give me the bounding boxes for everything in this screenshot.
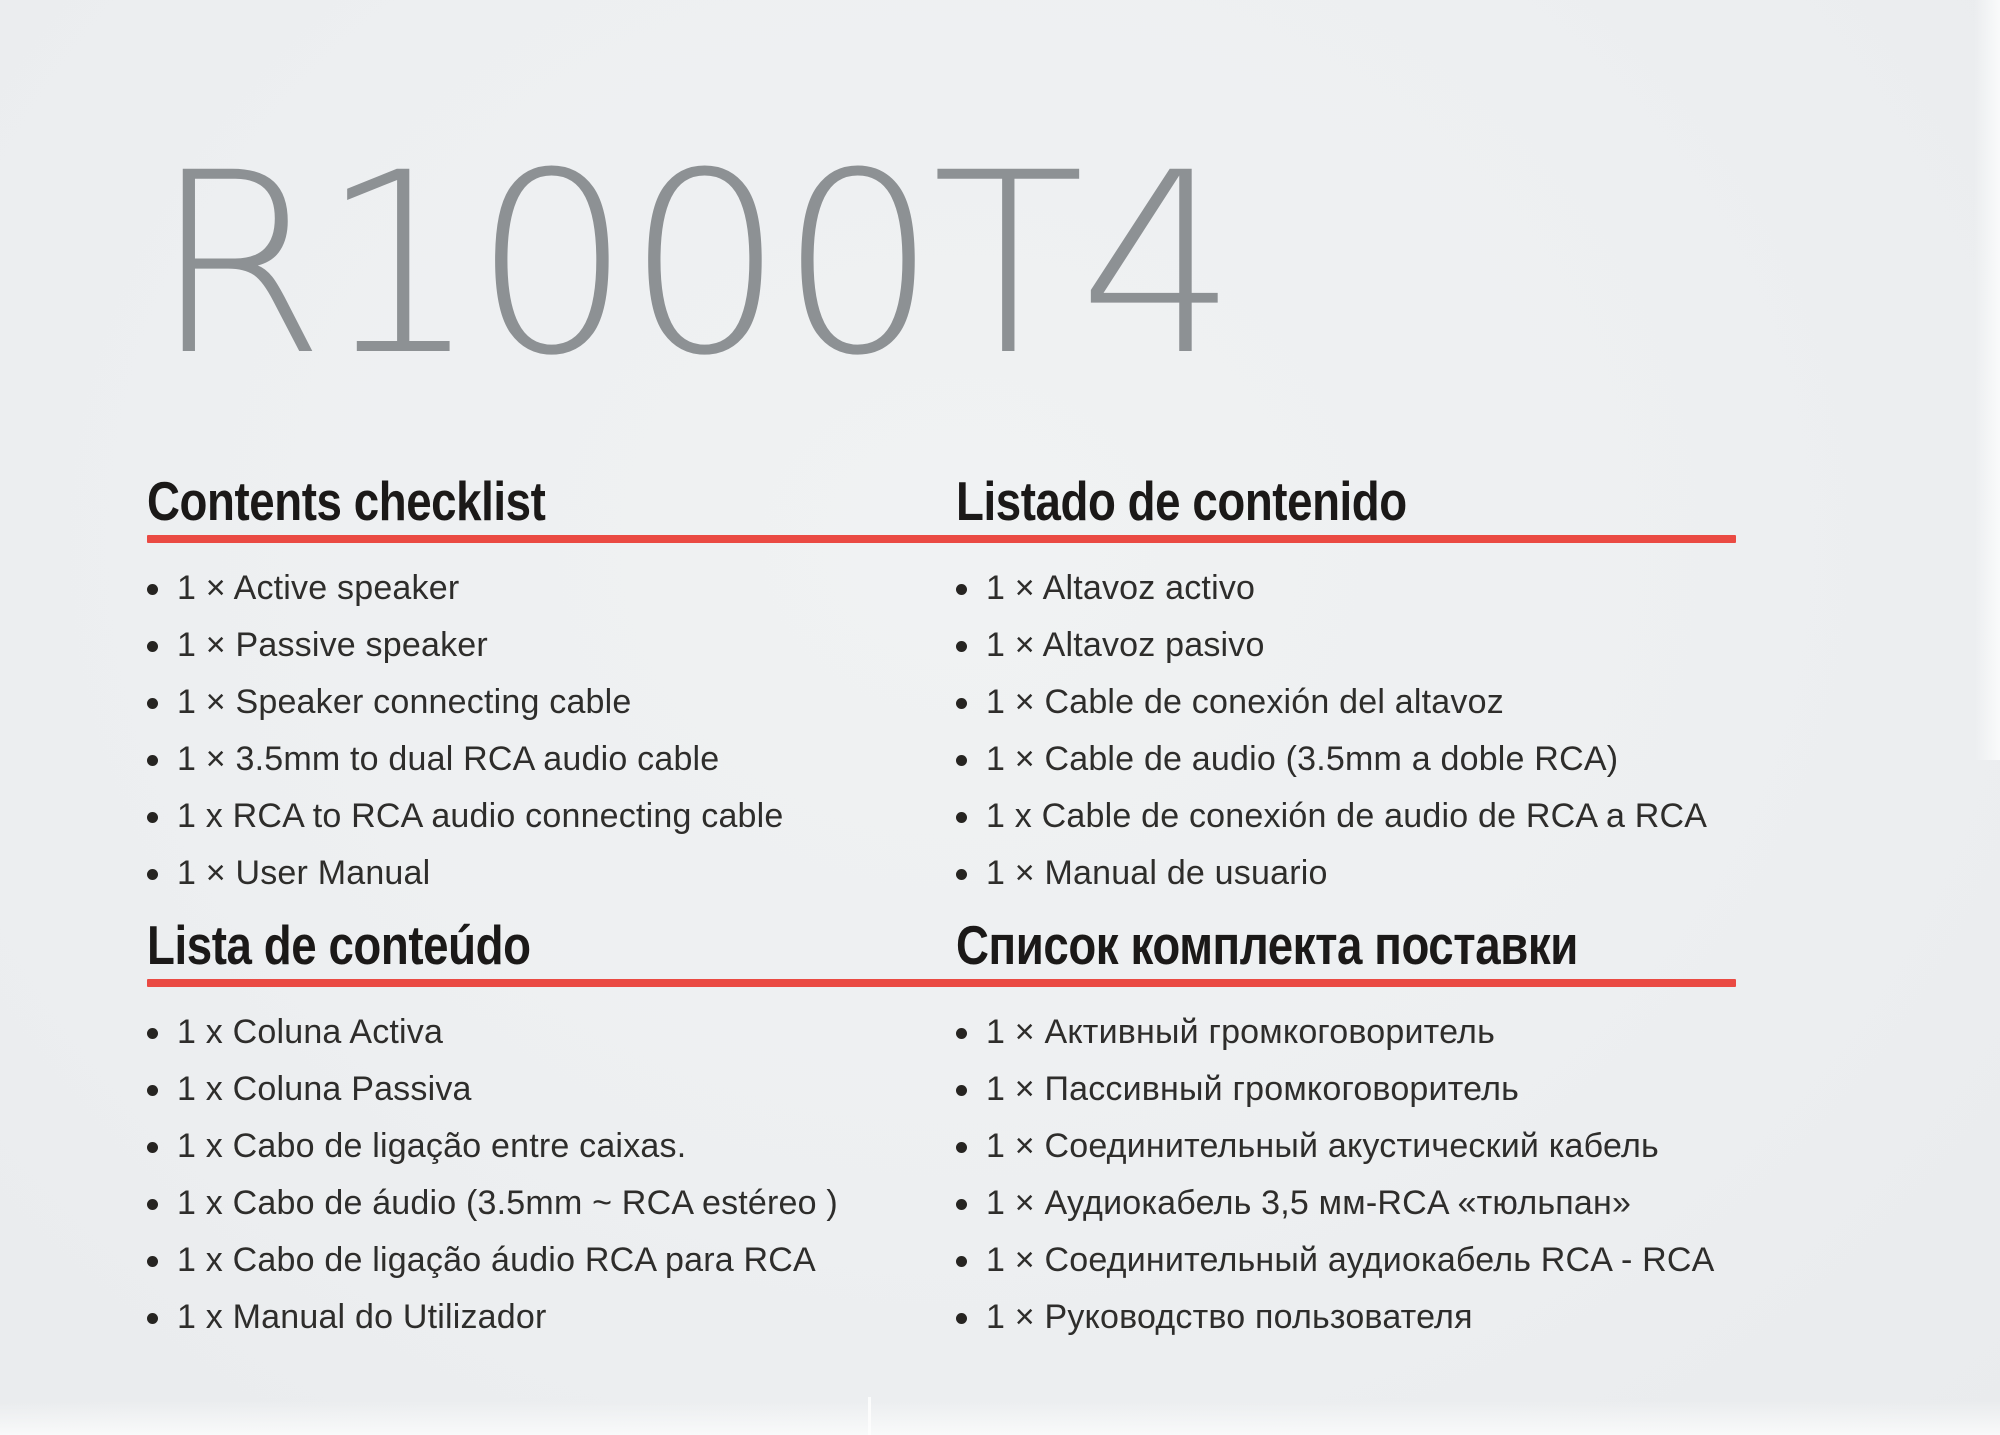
list-item bbox=[956, 674, 1744, 731]
contents-list bbox=[147, 560, 965, 902]
bullet-dot-icon bbox=[956, 1256, 967, 1267]
bullet-dot-icon bbox=[956, 755, 967, 766]
photo-edge-highlight-right bbox=[1974, 0, 2000, 760]
heading-rule bbox=[147, 535, 965, 543]
item-text: 1 × User Manual bbox=[177, 854, 431, 892]
item-text: 1 × Соединительный аудиокабель RCA - RCA bbox=[986, 1241, 1715, 1279]
item-text: 1 × Speaker connecting cable bbox=[177, 683, 632, 721]
bullet-dot-icon bbox=[147, 698, 158, 709]
contents-list bbox=[956, 1004, 1744, 1346]
bullet-dot-icon bbox=[147, 1313, 158, 1324]
list-item bbox=[147, 1289, 965, 1346]
item-text: 1 × Altavoz pasivo bbox=[986, 626, 1265, 664]
section-contents-checklist-pt bbox=[147, 914, 965, 1346]
list-item bbox=[147, 1175, 965, 1232]
bullet-dot-icon bbox=[147, 869, 158, 880]
item-text: 1 × Altavoz activo bbox=[986, 569, 1256, 607]
list-item bbox=[956, 1118, 1744, 1175]
item-text: 1 × Cable de conexión del altavoz bbox=[986, 683, 1504, 721]
bullet-dot-icon bbox=[956, 1028, 967, 1039]
list-item bbox=[147, 1061, 965, 1118]
list-item bbox=[956, 845, 1744, 902]
item-text: 1 x Cabo de ligação áudio RCA para RCA bbox=[177, 1241, 816, 1279]
item-text: 1 × Руководство пользователя bbox=[986, 1298, 1473, 1336]
list-item bbox=[956, 788, 1744, 845]
bullet-dot-icon bbox=[956, 869, 967, 880]
photo-seam-line bbox=[868, 1397, 871, 1435]
item-text: 1 x Cable de conexión de audio de RCA a RCA bbox=[986, 797, 1708, 835]
section-contents-checklist-ru bbox=[956, 914, 1744, 1346]
bullet-dot-icon bbox=[147, 1028, 158, 1039]
bullet-dot-icon bbox=[956, 1313, 967, 1324]
bullet-dot-icon bbox=[956, 1199, 967, 1210]
list-item bbox=[956, 1175, 1744, 1232]
item-text: 1 × Аудиокабель 3,5 мм-RCA «тюльпан» bbox=[986, 1184, 1632, 1222]
list-item bbox=[956, 731, 1744, 788]
list-item bbox=[956, 1061, 1744, 1118]
bullet-dot-icon bbox=[147, 1142, 158, 1153]
item-text: 1 x Manual do Utilizador bbox=[177, 1298, 547, 1336]
list-item bbox=[147, 1118, 965, 1175]
list-item bbox=[956, 617, 1744, 674]
bullet-dot-icon bbox=[147, 755, 158, 766]
bullet-dot-icon bbox=[147, 1256, 158, 1267]
bullet-dot-icon bbox=[147, 641, 158, 652]
list-item bbox=[956, 560, 1744, 617]
list-item bbox=[147, 1232, 965, 1289]
list-item bbox=[147, 1004, 965, 1061]
section-contents-checklist-en bbox=[147, 470, 965, 902]
bullet-dot-icon bbox=[147, 584, 158, 595]
bullet-dot-icon bbox=[956, 698, 967, 709]
item-text: 1 × Passive speaker bbox=[177, 626, 488, 664]
section-heading: Contents checklist bbox=[147, 470, 546, 532]
bullet-dot-icon bbox=[147, 1199, 158, 1210]
heading-rule bbox=[147, 979, 965, 987]
list-item bbox=[147, 674, 965, 731]
item-text: 1 × 3.5mm to dual RCA audio cable bbox=[177, 740, 720, 778]
item-text: 1 × Соединительный акустический кабель bbox=[986, 1127, 1659, 1165]
section-contents-checklist-es bbox=[956, 470, 1744, 902]
item-text: 1 x Coluna Activa bbox=[177, 1013, 444, 1051]
bullet-dot-icon bbox=[956, 1142, 967, 1153]
item-text: 1 × Пассивный громкоговоритель bbox=[986, 1070, 1520, 1108]
item-text: 1 × Manual de usuario bbox=[986, 854, 1328, 892]
item-text: 1 × Активный громкоговоритель bbox=[986, 1013, 1496, 1051]
bullet-dot-icon bbox=[956, 584, 967, 595]
item-text: 1 × Cable de audio (3.5mm a doble RCA) bbox=[986, 740, 1619, 778]
list-item bbox=[147, 560, 965, 617]
photo-edge-highlight-bottom bbox=[0, 1401, 2000, 1435]
bullet-dot-icon bbox=[147, 812, 158, 823]
heading-rule bbox=[956, 979, 1736, 987]
list-item bbox=[147, 731, 965, 788]
bullet-dot-icon bbox=[147, 1085, 158, 1096]
list-item bbox=[147, 845, 965, 902]
bullet-dot-icon bbox=[956, 1085, 967, 1096]
section-heading: Список комплекта поставки bbox=[956, 914, 1578, 976]
item-text: 1 x RCA to RCA audio connecting cable bbox=[177, 797, 784, 835]
heading-rule bbox=[956, 535, 1736, 543]
list-item bbox=[147, 617, 965, 674]
contents-list bbox=[147, 1004, 965, 1346]
item-text: 1 x Coluna Passiva bbox=[177, 1070, 472, 1108]
list-item bbox=[956, 1232, 1744, 1289]
item-text: 1 × Active speaker bbox=[177, 569, 460, 607]
list-item bbox=[147, 788, 965, 845]
item-text: 1 x Cabo de áudio (3.5mm ~ RCA estéreo ) bbox=[177, 1184, 838, 1222]
item-text: 1 x Cabo de ligação entre caixas. bbox=[177, 1127, 687, 1165]
section-heading: Listado de contenido bbox=[956, 470, 1407, 532]
product-title: R1000T4 bbox=[152, 119, 1232, 410]
list-item bbox=[956, 1004, 1744, 1061]
section-heading: Lista de conteúdo bbox=[147, 914, 531, 976]
bullet-dot-icon bbox=[956, 641, 967, 652]
contents-list bbox=[956, 560, 1744, 902]
bullet-dot-icon bbox=[956, 812, 967, 823]
list-item bbox=[956, 1289, 1744, 1346]
